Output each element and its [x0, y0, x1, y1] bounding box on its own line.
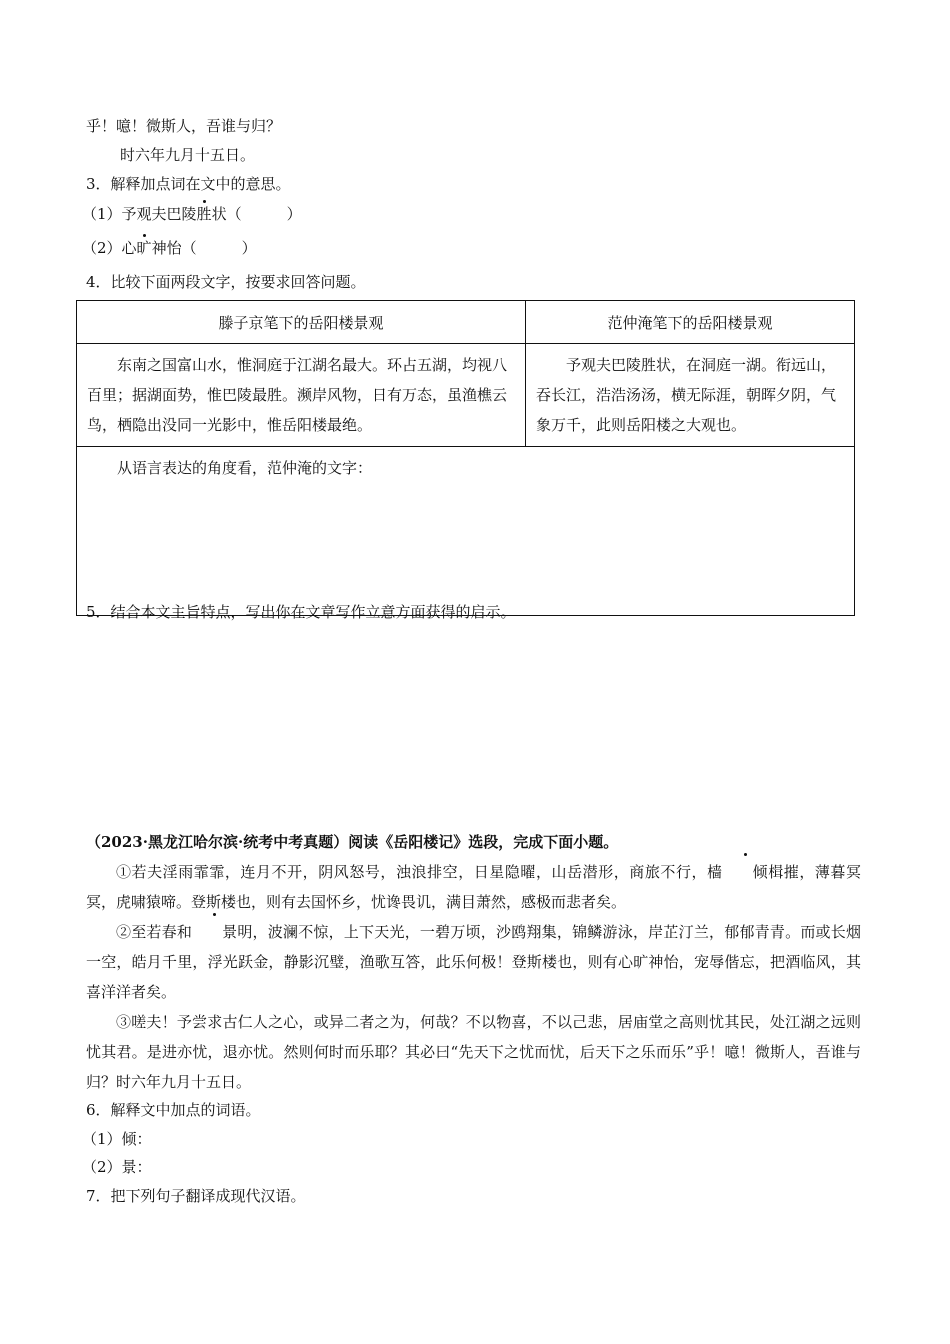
table-cell-teng-text: 东南之国富山水，惟洞庭于江湖名最大。环占五湖，均视八百里；据湖面势，惟巴陵最胜。濒岸风物，日有万态，虽渔樵云鸟，栖隐出没同一光影中，惟岳阳楼最绝。 — [77, 344, 526, 447]
question-3-title: 3．解释加点词在文中的意思。 — [86, 175, 291, 193]
text-line: 乎！噫！微斯人，吾谁与归？ — [86, 117, 282, 135]
date-line: 时六年九月十五日。 — [120, 146, 256, 164]
passage-paragraph-1: ①若夫淫雨霏霏，连月不开，阴风怒号，浊浪排空，日星隐曜，山岳潜形，商旅不行，樯 倾楫摧，薄暮冥冥，虎啸猿啼。登斯楼也，则有去国怀乡，忧谗畏讥，满目萧然，感极而悲者矣。 — [86, 857, 861, 917]
question-3-item-2: （2）心旷神怡（ ） — [82, 239, 257, 257]
question-7-title: 7．把下列句子翻译成现代汉语。 — [86, 1187, 306, 1205]
table-cell-fan-text: 予观夫巴陵胜状，在洞庭一湖。衔远山，吞长江，浩浩汤汤，横无际涯，朝晖夕阴，气象万千，此则岳阳楼之大观也。 — [526, 344, 855, 447]
answer-prompt: 从语言表达的角度看，范仲淹的文字： — [117, 459, 373, 477]
emphasis-dot-word: 胜 — [196, 205, 212, 223]
emphasis-dot-word: 倾 — [723, 857, 768, 887]
question-6-item-1: （1）倾： — [82, 1130, 152, 1148]
emphasis-dot-word: 旷 — [136, 239, 152, 257]
passage-paragraph-2: ②至若春和 景明，波澜不惊，上下天光，一碧万顷，沙鸥翔集，锦鳞游泳，岸芷汀兰，郁郁青青。而或长烟一空，皓月千里，浮光跃金，静影沉璧，渔歌互答，此乐何极！登斯楼也，则有心旷神怡，宠辱偕忘，把酒临风，其喜洋洋者矣。 — [86, 917, 861, 1007]
table-header-teng: 滕子京笔下的岳阳楼景观 — [77, 301, 526, 344]
section-heading: （2023·黑龙江哈尔滨·统考中考真题）阅读《岳阳楼记》选段，完成下面小题。 — [86, 833, 619, 851]
question-6-title: 6．解释文中加点的词语。 — [86, 1101, 261, 1119]
table-header-fan: 范仲淹笔下的岳阳楼景观 — [526, 301, 855, 344]
question-5-title: 5．结合本文主旨特点，写出你在文章写作立意方面获得的启示。 — [86, 603, 516, 621]
answer-area[interactable] — [77, 447, 855, 616]
question-6-item-2: （2）景： — [82, 1158, 152, 1176]
emphasis-dot-word: 景 — [192, 917, 237, 947]
comparison-table — [76, 300, 855, 616]
question-4-title: 4．比较下面两段文字，按要求回答问题。 — [86, 273, 366, 291]
question-3-item-1: （1）予观夫巴陵胜状（ ） — [82, 205, 302, 223]
passage-paragraph-3: ③嗟夫！予尝求古仁人之心，或异二者之为，何哉？不以物喜，不以己悲，居庙堂之高则忧其民，处江湖之远则忧其君。是进亦忧，退亦忧。然则何时而乐耶？其必曰“先天下之忧而忧，后天下之乐而乐”乎！噫！微斯人，吾谁与归？时六年九月十五日。 — [86, 1013, 861, 1091]
